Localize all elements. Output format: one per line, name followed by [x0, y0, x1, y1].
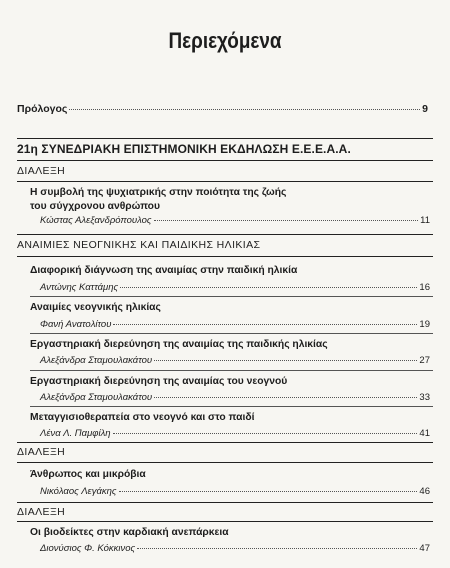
prologue-row[interactable]	[17, 103, 428, 115]
entry-author-row	[30, 543, 430, 554]
entry-title[interactable]: Άνθρωπος και μικρόβια	[30, 469, 146, 480]
entry-title[interactable]: Διαφορική διάγνωση της αναιμίας στην παιδική ηλικία	[30, 265, 298, 276]
page-number: 33	[419, 392, 430, 403]
divider	[17, 502, 433, 503]
page-number: 47	[419, 543, 430, 554]
entry-author-row	[30, 392, 430, 403]
leader-dots	[137, 548, 417, 549]
page-number: 41	[419, 428, 430, 439]
prologue-label: Πρόλογος	[17, 103, 68, 115]
entry-title[interactable]: Οι βιοδείκτες στην καρδιακή ανεπάρκεια	[30, 527, 229, 538]
page-number: 27	[419, 355, 430, 366]
entry-title-line: του σύγχρονου ανθρώπου	[30, 201, 160, 212]
divider	[17, 160, 433, 161]
divider	[17, 181, 433, 182]
section-heading: ΔΙΑΛΕΞΗ	[17, 165, 66, 177]
divider	[17, 442, 433, 443]
entry-author: Λένα Λ. Παμφίλη	[40, 428, 111, 439]
leader-dots	[154, 220, 419, 221]
entry-author: Αλεξάνδρα Σταμουλακάτου	[40, 355, 153, 366]
section-heading: ΔΙΑΛΕΞΗ	[17, 446, 66, 458]
divider	[30, 406, 433, 407]
entry-author: Φανή Ανατολίτου	[40, 319, 112, 330]
page-number: 16	[419, 282, 430, 293]
entry-author-row	[30, 215, 430, 226]
page-title: Περιεχόμενα	[168, 28, 282, 53]
divider	[17, 234, 433, 235]
entry-author-row	[30, 355, 430, 366]
entry-title[interactable]: Μεταγγισιοθεραπεία στο νεογνό και στο παιδί	[30, 412, 255, 423]
leader-dots	[154, 360, 417, 361]
entry-title[interactable]: Εργαστηριακή διερεύνηση της αναιμίας της παιδικής ηλικίας	[30, 339, 328, 350]
divider	[30, 370, 433, 371]
entry-author: Διονύσιος Φ. Κόκκινος	[40, 543, 136, 554]
entry-title[interactable]: Αναιμίες νεογνικής ηλικίας	[30, 302, 161, 313]
page-number: 19	[419, 319, 430, 330]
leader-dots	[69, 109, 420, 110]
page-number: 46	[419, 486, 430, 497]
divider	[30, 333, 433, 334]
divider	[17, 521, 433, 522]
divider	[17, 138, 433, 139]
leader-dots	[119, 491, 418, 492]
divider	[17, 462, 433, 463]
entry-author: Αλεξάνδρα Σταμουλακάτου	[40, 392, 153, 403]
divider	[17, 256, 433, 257]
entry-author-row	[30, 319, 430, 330]
entry-title-line: Η συμβολή της ψυχιατρικής στην ποιότητα της ζωής	[30, 187, 287, 198]
leader-dots	[154, 397, 417, 398]
leader-dots	[113, 324, 417, 325]
entry-author: Νικόλαος Λεγάκης	[40, 486, 117, 497]
entry-title[interactable]	[30, 186, 426, 214]
section-heading: ΔΙΑΛΕΞΗ	[17, 506, 66, 518]
divider	[30, 296, 433, 297]
entry-author: Κώστας Αλεξανδρόπουλος	[40, 215, 152, 226]
page-number: 9	[422, 103, 428, 115]
leader-dots	[120, 287, 417, 288]
entry-author: Αντώνης Καττάμης	[40, 282, 119, 293]
entry-title[interactable]: Εργαστηριακή διερεύνηση της αναιμίας του νεογνού	[30, 376, 288, 387]
entry-author-row	[30, 428, 430, 439]
leader-dots	[113, 433, 418, 434]
entry-author-row	[30, 282, 430, 293]
section-heading: ΑΝΑΙΜΙΕΣ ΝΕΟΓΝΙΚΗΣ ΚΑΙ ΠΑΙΔΙΚΗΣ ΗΛΙΚΙΑΣ	[17, 239, 261, 251]
conference-heading: 21η ΣΥΝΕΔΡΙΑΚΗ ΕΠΙΣΤΗΜΟΝΙΚΗ ΕΚΔΗΛΩΣΗ Ε.Ε.Ε.Α.Α.	[17, 142, 351, 156]
entry-author-row	[30, 486, 430, 497]
page-number: 11	[420, 215, 430, 226]
